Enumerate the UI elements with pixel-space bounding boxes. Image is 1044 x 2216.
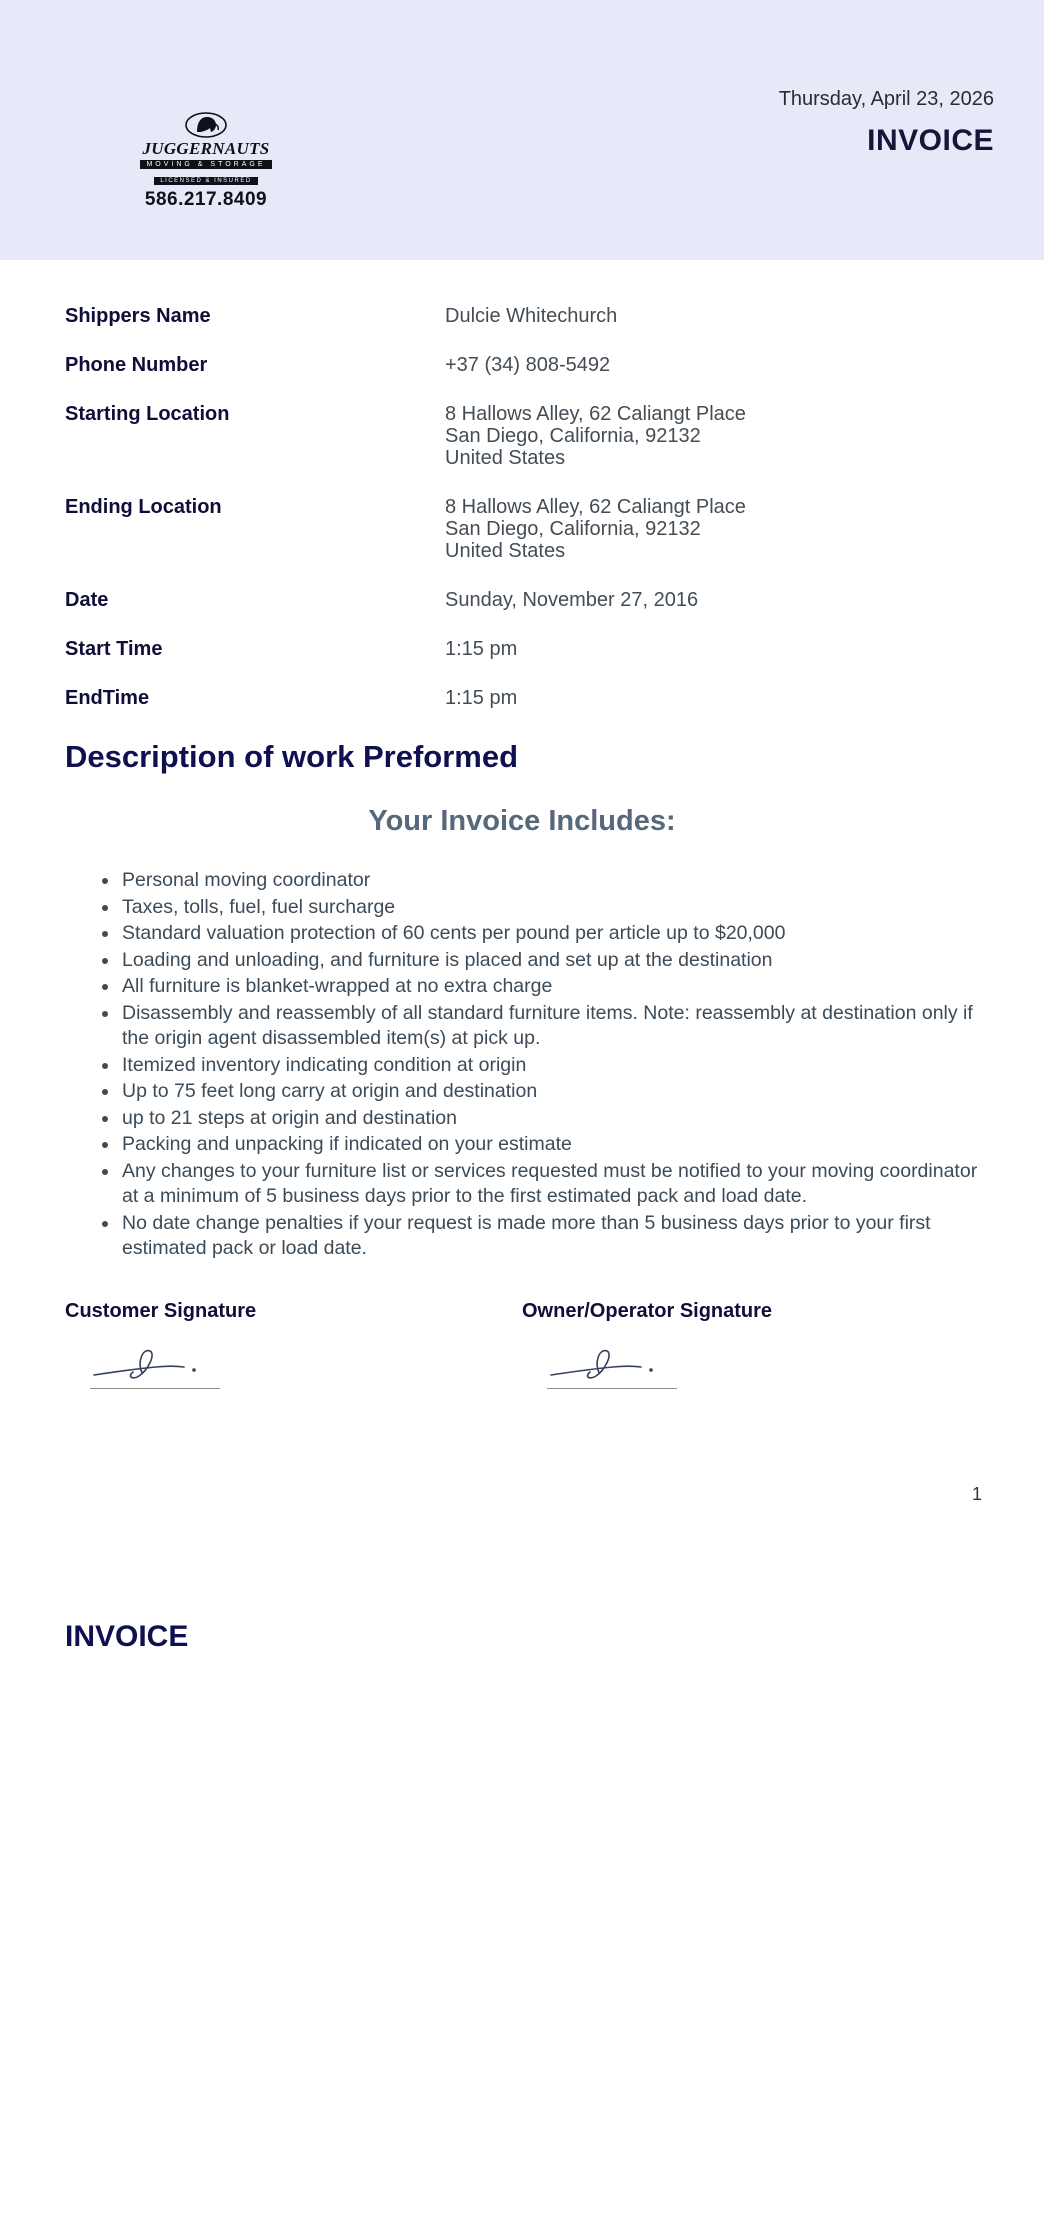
detail-label: Ending Location (65, 496, 222, 518)
detail-label: Phone Number (65, 354, 208, 376)
page-2-invoice-title: INVOICE (65, 1619, 189, 1653)
list-item: • up to 21 steps at origin and destination (120, 1106, 979, 1132)
list-item: • Up to 75 feet long carry at origin and destination (120, 1079, 979, 1105)
logo-phone-number: 586.217.8409 (144, 189, 268, 210)
detail-value: Sunday, November 27, 2016 (445, 589, 699, 611)
detail-row-date (65, 589, 979, 611)
detail-label: EndTime (65, 687, 150, 709)
owner-signature-line (547, 1343, 677, 1389)
list-item: • Personal moving coordinator (120, 868, 979, 894)
elephant-icon (184, 112, 228, 138)
signature-section (65, 1300, 979, 1389)
list-item: • Taxes, tolls, fuel, fuel surcharge (120, 895, 979, 921)
detail-row-start-time (65, 638, 979, 660)
detail-value: 1:15 pm (445, 687, 518, 709)
list-item: • Disassembly and reassembly of all standard furniture items. Note: reassembly at destination only if the origin agent disassembled item(s) at pick up. (120, 1001, 979, 1052)
owner-signature-label: Owner/Operator Signature (522, 1299, 773, 1322)
detail-value: 8 Hallows Alley, 62 Caliangt Place San Diego, California, 92132 United States (445, 496, 746, 562)
invoice-title: INVOICE (867, 124, 994, 157)
page-2 (0, 1620, 1044, 1654)
logo-company-name: JUGGERNAUTS (142, 139, 270, 158)
list-item: • Itemized inventory indicating condition at origin (120, 1053, 979, 1079)
detail-row-ending-location (65, 496, 979, 562)
customer-signature-label: Customer Signature (65, 1299, 257, 1322)
invoice-date: Thursday, April 23, 2026 (778, 88, 994, 110)
customer-signature-block (65, 1300, 522, 1389)
shipment-details (65, 305, 979, 709)
detail-label: Starting Location (65, 403, 230, 425)
invoice-header (0, 0, 1044, 260)
detail-value: 1:15 pm (445, 638, 518, 660)
list-item: • All furniture is blanket-wrapped at no extra charge (120, 974, 979, 1000)
logo-tagline: MOVING & STORAGE (140, 160, 272, 169)
invoice-body (0, 305, 1044, 1389)
detail-label: Date (65, 589, 109, 611)
logo-licensed-badge: LICENSED & INSURED (154, 177, 257, 185)
list-item: • Any changes to your furniture list or services requested must be notified to your moving coordinator at a minimum of 5 business days prior to the first estimated pack and load date. (120, 1159, 979, 1210)
customer-signature-line (90, 1343, 220, 1389)
detail-value: +37 (34) 808-5492 (445, 354, 611, 376)
detail-label: Shippers Name (65, 305, 211, 327)
company-logo (140, 112, 272, 211)
owner-signature-block (522, 1300, 979, 1389)
detail-row-phone-number (65, 354, 979, 376)
detail-value: 8 Hallows Alley, 62 Caliangt Place San Diego, California, 92132 United States (445, 403, 746, 469)
list-item: • Packing and unpacking if indicated on your estimate (120, 1132, 979, 1158)
detail-value: Dulcie Whitechurch (445, 305, 618, 327)
work-description-heading: Description of work Preformed (65, 739, 519, 774)
detail-label: Start Time (65, 638, 163, 660)
detail-row-end-time (65, 687, 979, 709)
list-item: • Loading and unloading, and furniture is placed and set up at the destination (120, 948, 979, 974)
customer-signature-image (90, 1343, 212, 1387)
detail-row-shippers-name (65, 305, 979, 327)
list-item: • No date change penalties if your request is made more than 5 business days prior to your first estimated pack or load date. (120, 1211, 979, 1262)
page-number: 1 (971, 1483, 982, 1504)
detail-row-starting-location (65, 403, 979, 469)
owner-signature-image (547, 1343, 669, 1387)
invoice-includes-list (65, 868, 979, 1262)
list-item: • Standard valuation protection of 60 cents per pound per article up to $20,000 (120, 921, 979, 947)
invoice-includes-heading: Your Invoice Includes: (368, 805, 676, 837)
